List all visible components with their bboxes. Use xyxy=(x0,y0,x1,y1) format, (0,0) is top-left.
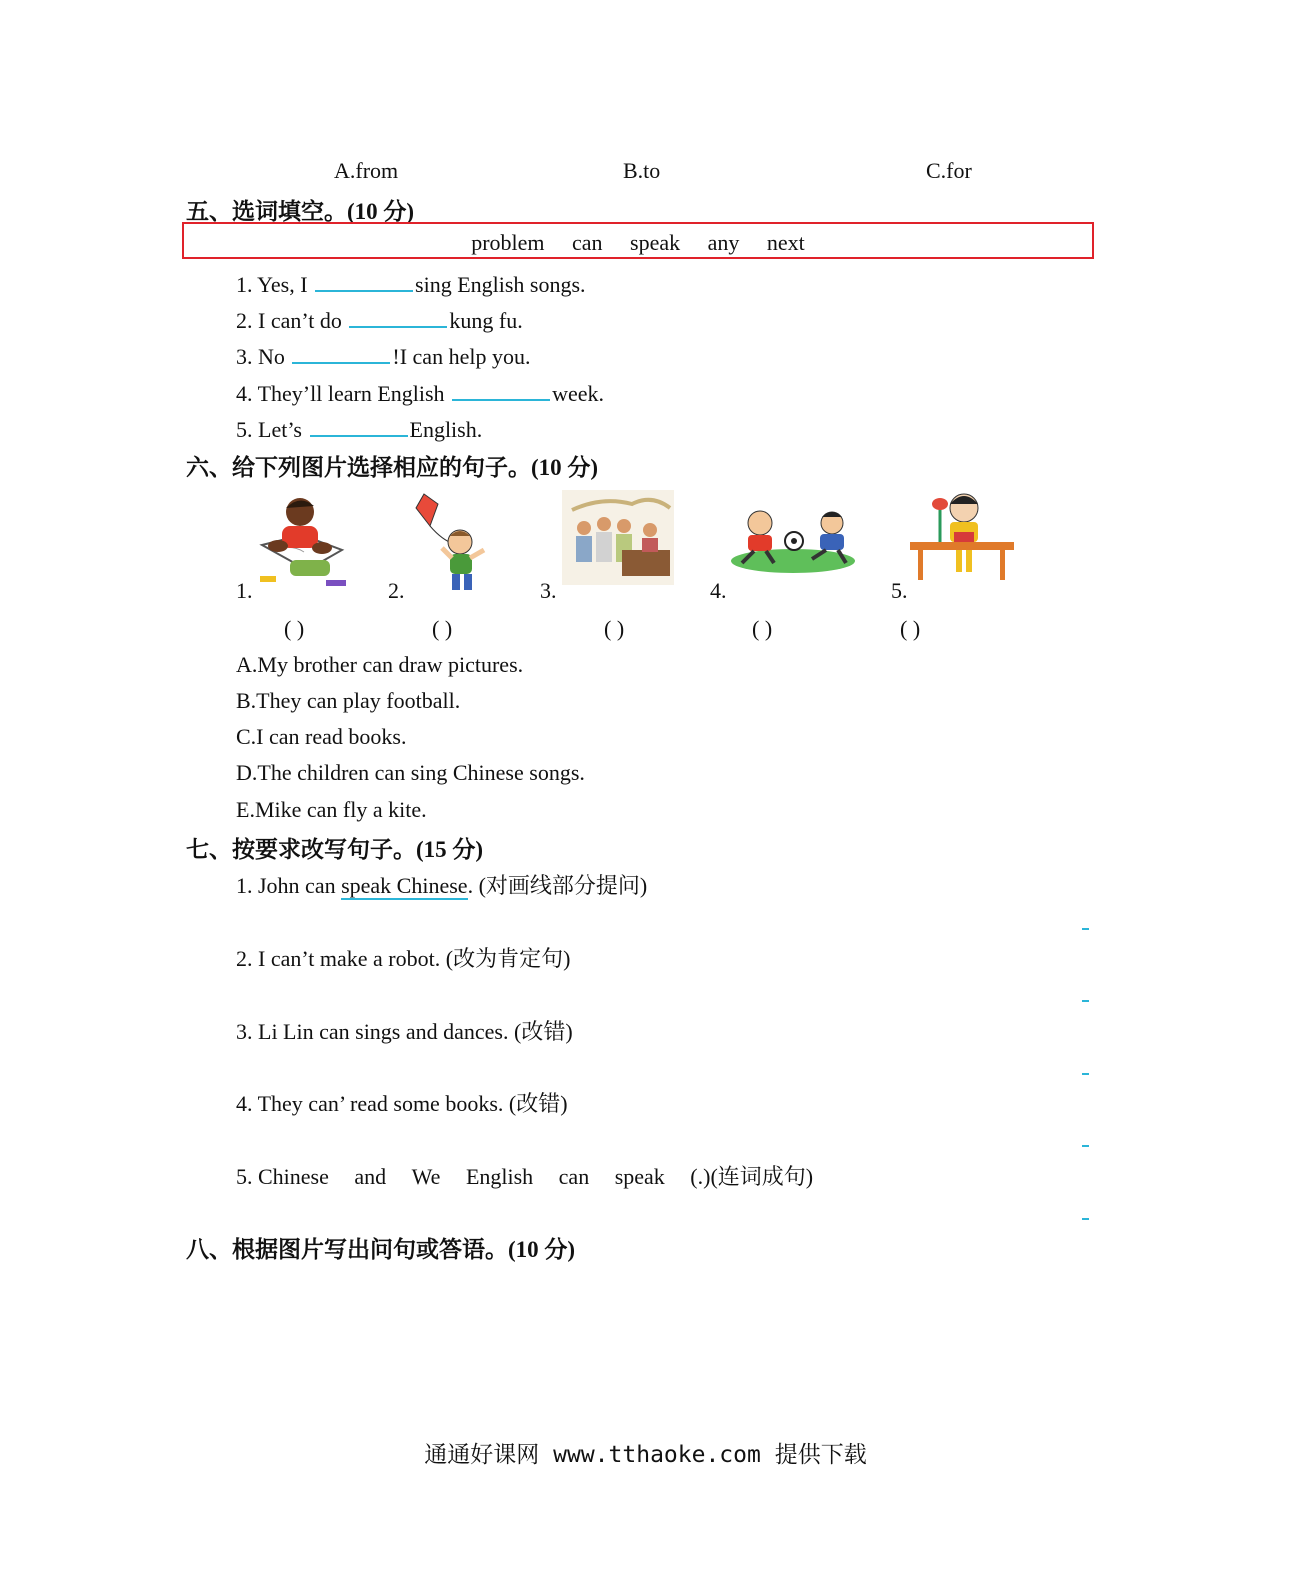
fill-item-text: 2. I can’t do xyxy=(236,308,342,333)
rewrite-text: . (对画线部分提问) xyxy=(467,873,648,898)
answer-line-marker[interactable] xyxy=(1082,928,1089,930)
section7-heading: 七、按要求改写句子。(15 分) xyxy=(186,837,484,862)
fill-item-3 xyxy=(236,342,530,370)
picture-answer-blank[interactable]: ( ) xyxy=(432,616,453,641)
rewrite-item-4: 4. They can’ read some books. (改错) xyxy=(236,1091,568,1116)
picture-answer-blank[interactable]: ( ) xyxy=(604,616,625,641)
picture-answer-blank[interactable]: ( ) xyxy=(284,616,305,641)
answer-blank[interactable] xyxy=(452,379,550,401)
fill-item-1 xyxy=(236,270,586,298)
scrambled-word: (.)(连词成句) xyxy=(690,1164,814,1189)
fill-item-text: week. xyxy=(552,381,604,406)
fill-item-5 xyxy=(236,415,482,443)
footer-url[interactable]: www.tthaoke.com xyxy=(553,1442,761,1468)
fill-item-text: sing English songs. xyxy=(415,272,586,297)
page-footer xyxy=(0,1436,1291,1469)
picture-number: 4. xyxy=(710,578,727,603)
rewrite-item-2: 2. I can’t make a robot. (改为肯定句) xyxy=(236,946,571,971)
option-c: C.for xyxy=(926,158,972,183)
boys-playing-football-picture xyxy=(730,505,856,575)
word-bank-word: can xyxy=(572,230,603,255)
word-bank-word: speak xyxy=(630,230,681,255)
answer-blank[interactable] xyxy=(315,270,413,292)
scrambled-word: English xyxy=(465,1164,534,1189)
footer-suffix: 提供下载 xyxy=(774,1442,867,1468)
picture-answer-blank[interactable]: ( ) xyxy=(752,616,773,641)
underlined-phrase: speak Chinese xyxy=(341,873,468,898)
section8-heading: 八、根据图片写出问句或答语。(10 分) xyxy=(186,1237,576,1262)
picture-answer-blank[interactable]: ( ) xyxy=(900,616,921,641)
section6-heading: 六、给下列图片选择相应的句子。(10 分) xyxy=(186,455,599,480)
answer-line-marker[interactable] xyxy=(1082,1218,1089,1220)
answer-line-marker[interactable] xyxy=(1082,1073,1089,1075)
scrambled-word: 5. Chinese xyxy=(236,1164,329,1189)
word-bank-box xyxy=(182,222,1094,259)
sentence-option: D.The children can sing Chinese songs. xyxy=(236,760,585,785)
rewrite-item-1 xyxy=(236,869,647,900)
word-bank-word: problem xyxy=(471,230,545,255)
footer-site-name: 通通好课网 xyxy=(424,1442,540,1468)
answer-line-marker[interactable] xyxy=(1082,1145,1089,1147)
option-a: A.from xyxy=(334,158,399,183)
word-bank xyxy=(184,230,1092,256)
answer-blank[interactable] xyxy=(349,306,447,328)
sentence-option: C.I can read books. xyxy=(236,724,407,749)
rewrite-text: 1. John can xyxy=(236,873,342,898)
fill-item-text: 3. No xyxy=(236,344,285,369)
picture-number: 1. xyxy=(236,578,253,603)
children-singing-picture xyxy=(562,490,674,585)
scrambled-word: and xyxy=(354,1164,387,1189)
sentence-option: B.They can play football. xyxy=(236,688,461,713)
answer-blank[interactable] xyxy=(292,342,390,364)
fill-item-text: !I can help you. xyxy=(392,344,531,369)
picture-number: 5. xyxy=(891,578,908,603)
section5-heading: 五、选词填空。(10 分) xyxy=(186,199,415,224)
fill-item-text: kung fu. xyxy=(449,308,523,333)
sentence-option: E.Mike can fly a kite. xyxy=(236,797,427,822)
option-b: B.to xyxy=(623,158,661,183)
boy-drawing-picture xyxy=(252,490,352,595)
picture-number: 3. xyxy=(540,578,557,603)
boy-reading-picture xyxy=(908,490,1016,582)
scrambled-word: speak xyxy=(614,1164,665,1189)
sentence-option: A.My brother can draw pictures. xyxy=(236,652,524,677)
fill-item-text: 5. Let’s xyxy=(236,417,302,442)
word-bank-word: next xyxy=(766,230,805,255)
fill-item-text: English. xyxy=(409,417,483,442)
fill-item-text: 1. Yes, I xyxy=(236,272,308,297)
fill-item-text: 4. They’ll learn English xyxy=(236,381,445,406)
scrambled-word: can xyxy=(558,1164,590,1189)
scrambled-word: We xyxy=(411,1164,441,1189)
rewrite-item-5 xyxy=(236,1160,813,1191)
rewrite-item-3: 3. Li Lin can sings and dances. (改错) xyxy=(236,1019,573,1044)
fill-item-4 xyxy=(236,379,604,407)
answer-line-marker[interactable] xyxy=(1082,1000,1089,1002)
word-bank-word: any xyxy=(707,230,740,255)
picture-number: 2. xyxy=(388,578,405,603)
answer-blank[interactable] xyxy=(310,415,408,437)
fill-item-2 xyxy=(236,306,523,334)
boy-flying-kite-picture xyxy=(408,492,498,597)
